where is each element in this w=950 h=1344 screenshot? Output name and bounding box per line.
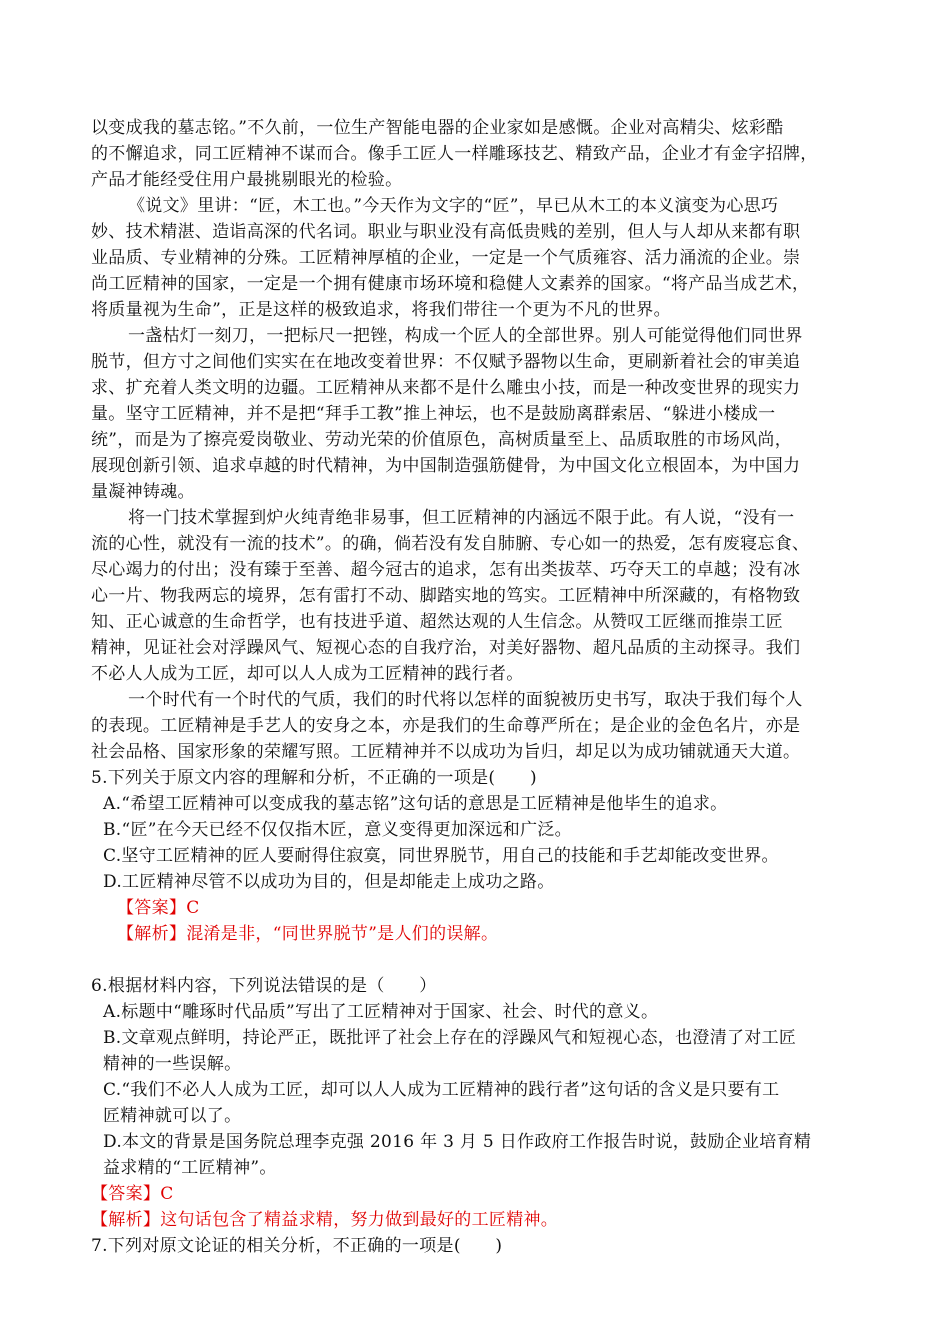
- passage-line: 社会品格、国家形象的荣耀写照。工匠精神并不以成功为旨归，却足以为成功铺就通天大道。: [91, 742, 801, 762]
- question-6-option-c-cont: 匠精神就可以了。: [103, 1106, 242, 1126]
- question-6-option-d: D.本文的背景是国务院总理李克强 2016 年 3 月 5 日作政府工作报告时说，鼓励企业培育精: [103, 1132, 812, 1152]
- passage-line: 《说文》里讲：“匠，木工也。”今天作为文字的“匠”，早已从木工的本义演变为心思巧: [128, 196, 779, 216]
- passage-line: 量。坚守工匠精神，并不是把“拜手工教”推上神坛，也不是鼓励离群索居、“躲进小楼成一: [91, 404, 776, 424]
- question-6-option-a: A.标题中“雕琢时代品质”写出了工匠精神对于国家、社会、时代的意义。: [103, 1002, 659, 1022]
- passage-line: 一盏枯灯一刻刀，一把标尺一把锉，构成一个匠人的全部世界。别人可能觉得他们同世界: [128, 326, 803, 346]
- answer-value: C: [186, 898, 200, 918]
- question-5-option-c: C.坚守工匠精神的匠人要耐得住寂寞，同世界脱节，用自己的技能和手艺却能改变世界。: [103, 846, 779, 866]
- question-6-stem: 6.根据材料内容，下列说法错误的是（ ）: [91, 976, 437, 996]
- passage-line: 统”，而是为了擦亮爱岗敬业、劳动光荣的价值原色，高树质量至上、品质取胜的市场风尚，: [91, 430, 792, 450]
- passage-line: 精神，见证社会对浮躁风气、短视心态的自我疗治，对美好器物、超凡品质的主动探寻。我们: [91, 638, 801, 658]
- analysis-text: 这句话包含了精益求精，努力做到最好的工匠精神。: [160, 1210, 559, 1230]
- passage-line: 业品质、专业精神的分殊。工匠精神厚植的企业，一定是一个气质雍容、活力涌流的企业。崇: [91, 248, 801, 268]
- passage-line: 将质量视为生命”，正是这样的极致追求，将我们带往一个更为不凡的世界。: [91, 300, 671, 320]
- passage-line: 展现创新引领、追求卓越的时代精神，为中国制造强筋健骨，为中国文化立根固本，为中国力: [91, 456, 801, 476]
- answer-label: 【答案】: [117, 898, 187, 918]
- passage-line: 不必人人成为工匠，却可以人人成为工匠精神的践行者。: [91, 664, 524, 684]
- question-5-option-a: A.“希望工匠精神可以变成我的墓志铭”这句话的意思是工匠精神是他毕生的追求。: [103, 794, 728, 814]
- answer-label: 【答案】: [91, 1184, 161, 1204]
- question-6-option-b-cont: 精神的一些误解。: [103, 1054, 242, 1074]
- question-5-stem: 5.下列关于原文内容的理解和分析，不正确的一项是( ): [91, 768, 537, 788]
- passage-line: 的表现。工匠精神是手艺人的安身之本，亦是我们的生命尊严所在；是企业的金色名片，亦是: [91, 716, 801, 736]
- passage-line: 产品才能经受住用户最挑剔眼光的检验。: [91, 170, 403, 190]
- question-5-option-d: D.工匠精神尽管不以成功为目的，但是却能走上成功之路。: [103, 872, 555, 892]
- passage-line: 妙、技术精湛、造诣高深的代名词。职业与职业没有高低贵贱的差别，但人与人却从来都有职: [91, 222, 801, 242]
- question-5-option-b: B.“匠”在今天已经不仅仅指木匠，意义变得更加深远和广泛。: [103, 820, 572, 840]
- passage-line: 一个时代有一个时代的气质，我们的时代将以怎样的面貌被历史书写，取决于我们每个人: [128, 690, 803, 710]
- passage-line: 的不懈追求，同工匠精神不谋而合。像手工匠人一样雕琢技艺、精致产品，企业才有金字招牌，: [91, 144, 818, 164]
- passage-line: 量凝神铸魂。: [91, 482, 195, 502]
- question-6-answer: [91, 1183, 174, 1205]
- passage-line: 知、正心诚意的生命哲学，也有技进乎道、超然达观的人生信念。从赞叹工匠继而推崇工匠: [91, 612, 783, 632]
- question-6-analysis: [91, 1209, 558, 1231]
- passage-line: 脱节，但方寸之间他们实实在在地改变着世界：不仅赋予器物以生命，更刷新着社会的审美追: [91, 352, 801, 372]
- question-6-option-b: B.文章观点鲜明，持论严正，既批评了社会上存在的浮躁风气和短视心态，也澄清了对工匠: [103, 1028, 797, 1048]
- analysis-label: 【解析】: [117, 924, 187, 944]
- passage-line: 以变成我的墓志铭。”不久前，一位生产智能电器的企业家如是感慨。企业对高精尖、炫彩酷: [91, 118, 784, 138]
- question-5-analysis: [117, 923, 498, 945]
- analysis-label: 【解析】: [91, 1210, 161, 1230]
- question-5-answer: [117, 897, 200, 919]
- passage-line: 尽心竭力的付出；没有臻于至善、超今冠古的追求，怎有出类拔萃、巧夺天工的卓越；没有冰: [91, 560, 801, 580]
- question-6-option-c: C.“我们不必人人成为工匠，却可以人人成为工匠精神的践行者”这句话的含义是只要有工: [103, 1080, 780, 1100]
- passage-line: 尚工匠精神的国家，一定是一个拥有健康市场环境和稳健人文素养的国家。“将产品当成艺术，: [91, 274, 810, 294]
- analysis-text: 混淆是非，“同世界脱节”是人们的误解。: [186, 924, 499, 944]
- answer-value: C: [160, 1184, 174, 1204]
- question-6-option-d-cont: 益求精的“工匠精神”。: [103, 1158, 277, 1178]
- passage-line: 将一门技术掌握到炉火纯青绝非易事，但工匠精神的内涵远不限于此。有人说，“没有一: [128, 508, 795, 528]
- passage-line: 流的心性，就没有一流的技术”。的确，倘若没有发自肺腑、专心如一的热爱，怎有废寝忘食、: [91, 534, 810, 554]
- passage-line: 求、扩充着人类文明的边疆。工匠精神从来都不是什么雕虫小技，而是一种改变世界的现实力: [91, 378, 801, 398]
- question-7-stem: 7.下列对原文论证的相关分析，不正确的一项是( ): [91, 1236, 503, 1256]
- passage-line: 心一片、物我两忘的境界，怎有雷打不动、脚踏实地的笃实。工匠精神中所深藏的，有格物致: [91, 586, 801, 606]
